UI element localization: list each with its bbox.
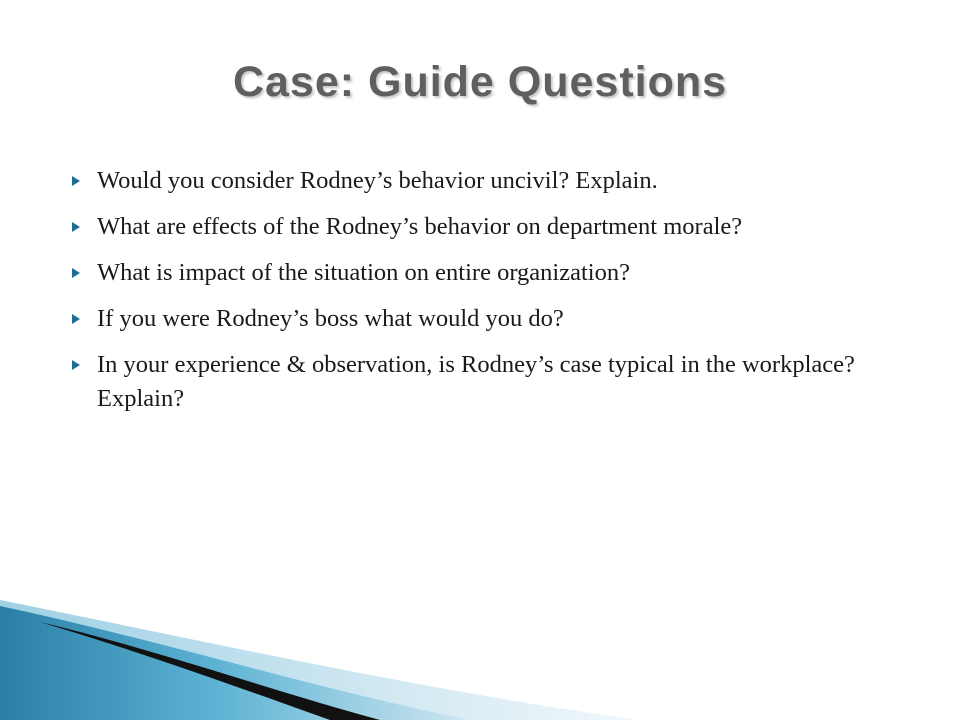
- bullet-text: If you were Rodney’s boss what would you do?: [97, 305, 564, 332]
- slide-title: Case: Guide Questions: [232, 58, 728, 106]
- list-item: [72, 302, 902, 336]
- right-triangle-bullet-icon: [72, 314, 80, 324]
- right-triangle-bullet-icon: [72, 268, 80, 278]
- right-triangle-bullet-icon: [72, 176, 80, 186]
- list-item: [72, 348, 902, 416]
- list-item: [72, 164, 902, 198]
- right-triangle-bullet-icon: [72, 222, 80, 232]
- right-triangle-bullet-icon: [72, 360, 80, 370]
- guide-questions-list: [72, 164, 902, 428]
- bullet-text: What are effects of the Rodney’s behavior on department morale?: [97, 213, 743, 240]
- list-item: [72, 256, 902, 290]
- list-item: [72, 210, 902, 244]
- bullet-text: In your experience & observation, is Rodney’s case typical in the workplace? Explain?: [97, 351, 855, 412]
- bullet-text: What is impact of the situation on entire organization?: [97, 259, 630, 286]
- bullet-text: Would you consider Rodney’s behavior uncivil? Explain.: [97, 167, 658, 194]
